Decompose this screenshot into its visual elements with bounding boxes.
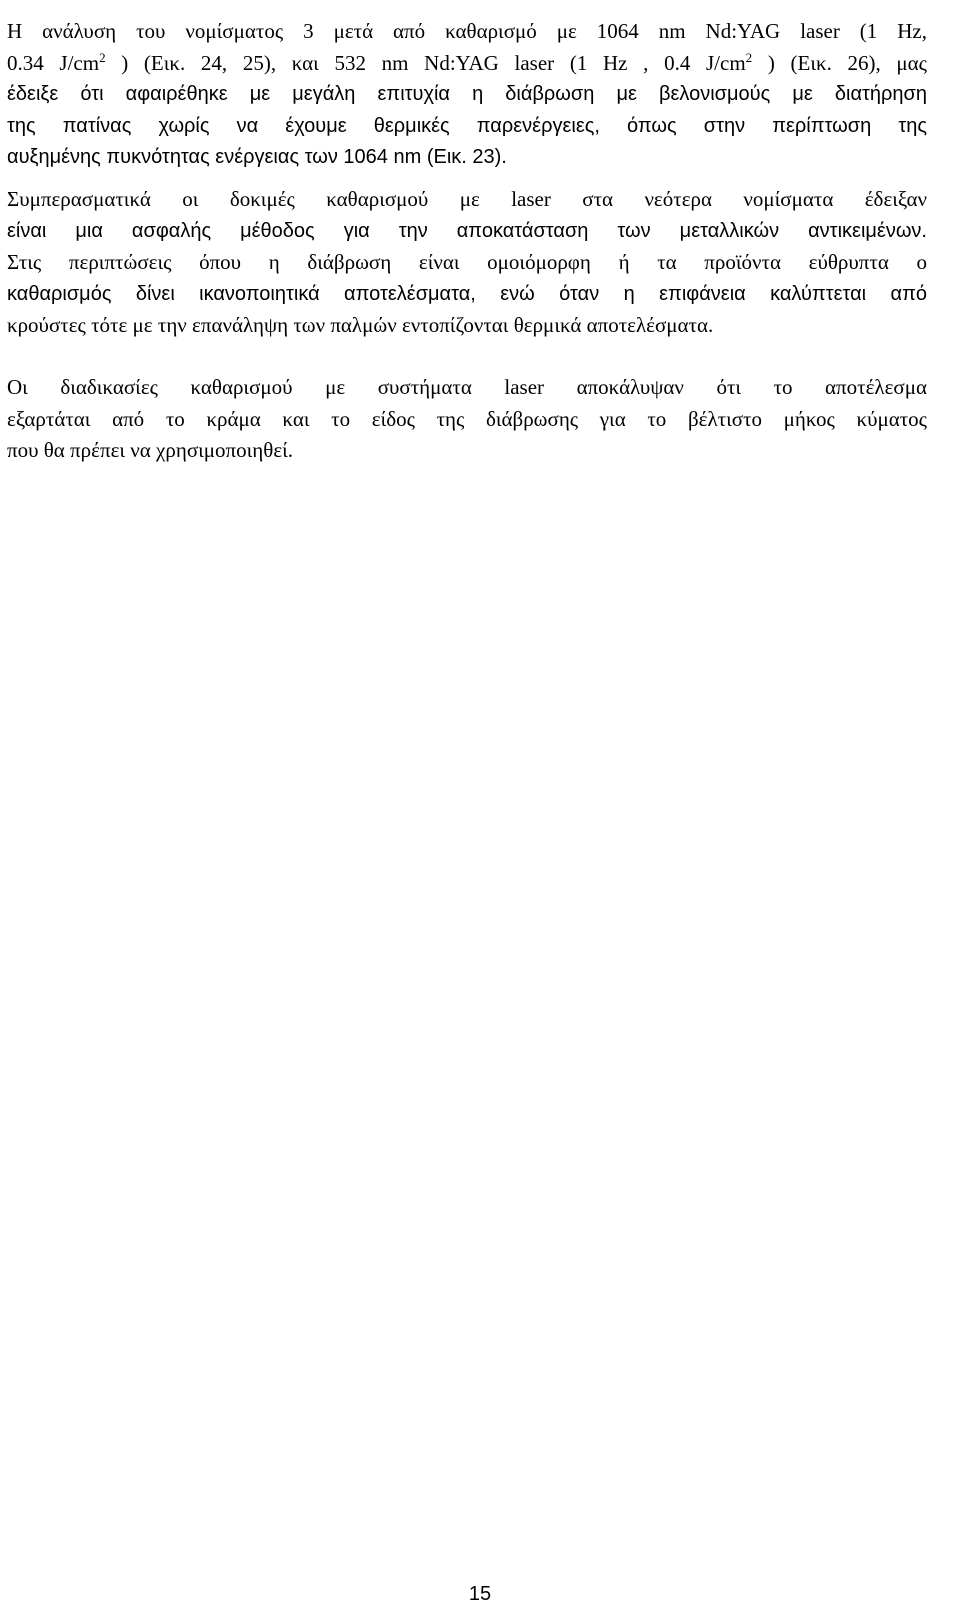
paragraph-wavelength (7, 372, 927, 467)
superscript: 2 (99, 49, 106, 65)
paragraph-laser-analysis (7, 16, 927, 174)
paragraph-line: έδειξε ότι αφαιρέθηκε με μεγάλη επιτυχία η διάβρωση με βελονισμούς με διατήρηση (7, 83, 927, 105)
paragraph-line: εξαρτάται από το κράμα και το είδος της διάβρωσης για το βέλτιστο μήκος κύματος (7, 406, 927, 431)
paragraph-line: 0.34 $J/cm^2$ ) (Εικ. 24, 25), και 532 nm Nd:YAG laser (1 Hz , 0.4 $J/cm^2$ ) (Εικ. 26), μας (7, 49, 927, 75)
paragraph-line: Οι διαδικασίες καθαρισμού με συστήματα laser αποκάλυψαν ότι το αποτέλεσμα (7, 375, 927, 399)
paragraph-line: Η ανάλυση του νομίσματος 3 μετά από καθαρισμό με 1064 nm Nd:YAG laser (1 Hz, (7, 19, 927, 43)
paragraph-line: Συμπερασματικά οι δοκιμές καθαρισμού με laser στα νεότερα νομίσματα έδειξαν (7, 187, 927, 211)
paragraph-line: Στις περιπτώσεις όπου η διάβρωση είναι ομοιόμορφη ή τα προϊόντα εύθρυπτα ο (7, 250, 927, 274)
paragraph-conclusions (7, 184, 927, 342)
paragraph-line: καθαρισμός δίνει ικανοποιητικά αποτελέσματα, ενώ όταν η επιφάνεια καλύπτεται από (7, 282, 927, 305)
paragraph-line: που θα πρέπει να χρησιμοποιηθεί. (7, 438, 294, 462)
superscript: 2 (745, 49, 753, 65)
paragraph-line: είναι μια ασφαλής μέθοδος για την αποκατάσταση των μεταλλικών αντικειμένων. (7, 219, 927, 242)
paragraph-line: της πατίνας χωρίς να έχουμε θερμικές παρενέργειες, όπως στην περίπτωση της (7, 114, 927, 137)
paragraph-line: κρούστες τότε με την επανάληψη των παλμών εντοπίζονται θερμικά αποτελέσματα. (7, 313, 714, 337)
page-number: 15 (468, 1583, 492, 1605)
paragraph-line: αυξημένης πυκνότητας ενέργειας των 1064 nm (Εικ. 23). (7, 146, 507, 168)
